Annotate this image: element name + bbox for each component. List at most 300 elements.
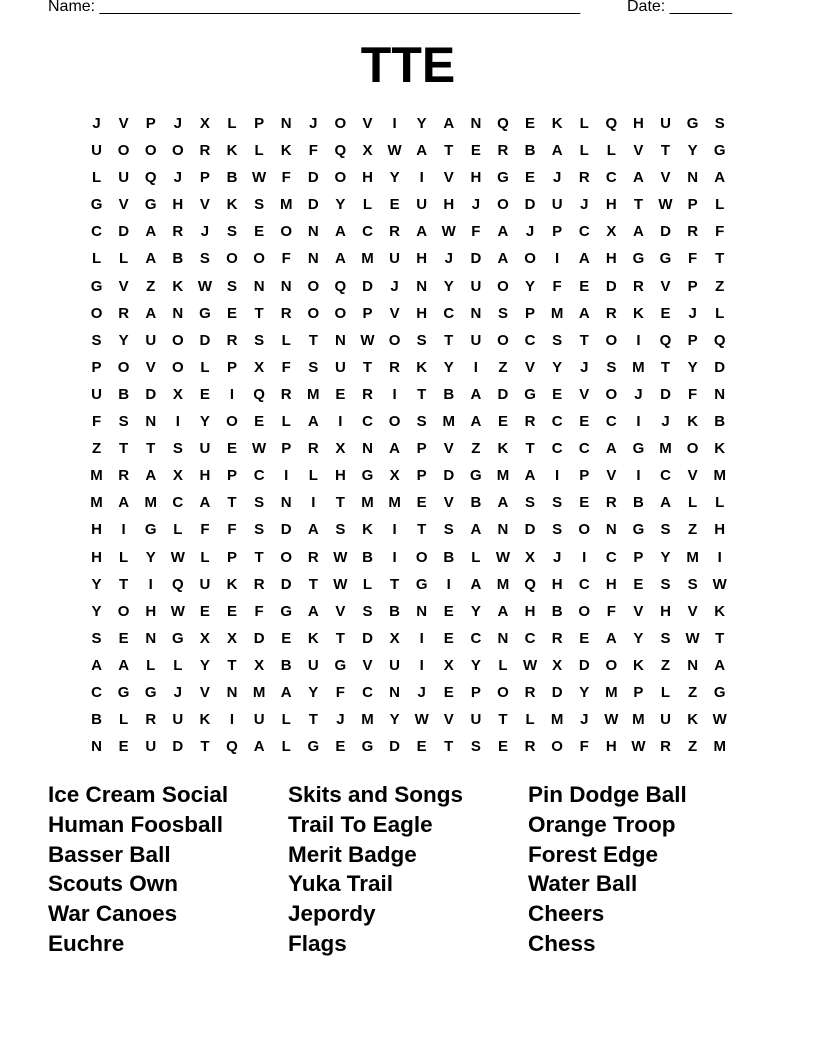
grid-letter: Z bbox=[91, 440, 102, 458]
grid-letter: A bbox=[91, 656, 102, 674]
grid-row bbox=[83, 140, 733, 167]
grid-letter: X bbox=[254, 358, 265, 376]
grid-letter: U bbox=[660, 115, 671, 132]
grid-letter: C bbox=[470, 629, 482, 647]
grid-letter: L bbox=[498, 656, 508, 674]
grid-letter: W bbox=[333, 548, 348, 566]
grid-letter: O bbox=[307, 277, 320, 295]
grid-letter: H bbox=[145, 602, 157, 620]
grid-letter: N bbox=[280, 494, 292, 512]
grid-letter: R bbox=[605, 494, 617, 512]
grid-letter: B bbox=[470, 494, 482, 512]
grid-letter: W bbox=[170, 602, 185, 620]
grid-letter: Y bbox=[118, 331, 129, 349]
grid-letter: Y bbox=[91, 575, 102, 593]
grid-row bbox=[83, 113, 733, 140]
grid-letter: S bbox=[552, 331, 563, 349]
grid-letter: V bbox=[633, 142, 644, 160]
grid-letter: A bbox=[470, 385, 482, 403]
grid-letter: R bbox=[633, 277, 644, 295]
grid-letter: U bbox=[416, 196, 428, 214]
grid-letter: L bbox=[146, 656, 156, 674]
grid-letter: T bbox=[200, 738, 210, 756]
word-list-item: Euchre bbox=[48, 930, 125, 956]
grid-letter: J bbox=[471, 196, 481, 214]
grid-letter: Q bbox=[524, 575, 536, 593]
grid-letter: V bbox=[443, 440, 454, 458]
grid-letter: A bbox=[497, 250, 509, 268]
word-list-item: Yuka Trail bbox=[288, 871, 394, 897]
grid-letter: U bbox=[172, 711, 184, 729]
grid-letter: D bbox=[280, 521, 292, 539]
grid-row bbox=[83, 709, 733, 736]
grid-letter: G bbox=[361, 738, 374, 756]
grid-letter: R bbox=[389, 223, 400, 241]
grid-letter: O bbox=[226, 250, 238, 268]
grid-letter: L bbox=[91, 250, 102, 268]
grid-letter: A bbox=[605, 440, 617, 458]
grid-letter: G bbox=[334, 656, 347, 674]
grid-letter: L bbox=[688, 494, 698, 512]
grid-letter: V bbox=[199, 196, 210, 214]
grid-letter: T bbox=[335, 494, 345, 512]
grid-letter: S bbox=[687, 575, 698, 593]
grid-letter: D bbox=[118, 223, 130, 241]
grid-letter: L bbox=[715, 304, 725, 322]
name-field-label: Name: ______________________________________________________ bbox=[48, 0, 581, 15]
grid-letter: O bbox=[334, 115, 347, 132]
grid-letter: M bbox=[496, 575, 510, 593]
grid-letter: O bbox=[307, 304, 320, 322]
grid-letter: N bbox=[497, 521, 509, 539]
grid-letter: M bbox=[496, 467, 510, 485]
grid-letter: K bbox=[633, 656, 644, 674]
grid-letter: X bbox=[389, 467, 400, 485]
grid-letter: S bbox=[308, 358, 319, 376]
grid-letter: G bbox=[171, 629, 184, 647]
grid-letter: E bbox=[497, 413, 508, 431]
grid-letter: C bbox=[443, 304, 455, 322]
grid-letter: R bbox=[524, 413, 536, 431]
grid-letter: S bbox=[416, 331, 427, 349]
grid-letter: Q bbox=[497, 115, 509, 132]
grid-letter: P bbox=[552, 223, 563, 241]
grid-letter: J bbox=[580, 196, 589, 214]
grid-letter: L bbox=[119, 548, 129, 566]
grid-letter: E bbox=[579, 494, 590, 512]
grid-letter: D bbox=[660, 223, 671, 241]
grid-letter: F bbox=[227, 521, 237, 539]
grid-letter: O bbox=[117, 358, 130, 376]
grid-letter: N bbox=[307, 223, 319, 241]
grid-letter: A bbox=[660, 494, 671, 512]
grid-row bbox=[83, 465, 733, 492]
grid-letter: L bbox=[173, 521, 183, 539]
grid-letter: F bbox=[606, 602, 616, 620]
grid-letter: V bbox=[199, 683, 210, 701]
grid-letter: F bbox=[281, 358, 291, 376]
grid-letter: E bbox=[579, 413, 590, 431]
grid-letter: J bbox=[552, 548, 562, 566]
grid-letter: A bbox=[470, 413, 482, 431]
grid-letter: U bbox=[470, 277, 482, 295]
grid-letter: J bbox=[200, 223, 210, 241]
grid-letter: N bbox=[253, 277, 265, 295]
grid-letter: R bbox=[280, 304, 292, 322]
grid-letter: K bbox=[226, 575, 238, 593]
grid-letter: Z bbox=[146, 277, 156, 295]
grid-letter: A bbox=[497, 602, 509, 620]
grid-letter: T bbox=[254, 304, 264, 322]
grid-letter: S bbox=[497, 304, 508, 322]
grid-letter: F bbox=[281, 250, 291, 268]
grid-letter: Z bbox=[715, 277, 725, 295]
grid-letter: R bbox=[172, 223, 184, 241]
grid-letter: C bbox=[605, 169, 617, 187]
grid-letter: S bbox=[552, 521, 563, 539]
grid-row bbox=[83, 221, 733, 248]
grid-letter: A bbox=[307, 602, 319, 620]
grid-letter: P bbox=[227, 358, 238, 376]
grid-letter: A bbox=[605, 629, 617, 647]
grid-letter: H bbox=[91, 548, 102, 566]
grid-letter: N bbox=[362, 440, 373, 458]
grid-letter: V bbox=[118, 277, 129, 295]
grid-letter: T bbox=[119, 440, 129, 458]
grid-letter: T bbox=[308, 331, 318, 349]
grid-letter: S bbox=[714, 115, 725, 132]
grid-letter: F bbox=[335, 683, 345, 701]
grid-letter: C bbox=[605, 413, 617, 431]
grid-letter: F bbox=[688, 250, 698, 268]
grid-letter: H bbox=[605, 250, 617, 268]
grid-letter: D bbox=[145, 385, 157, 403]
grid-letter: O bbox=[117, 602, 130, 620]
grid-letter: N bbox=[145, 629, 157, 647]
grid-letter: V bbox=[525, 358, 536, 376]
grid-letter: Q bbox=[334, 142, 347, 160]
grid-letter: H bbox=[605, 196, 617, 214]
grid-letter: P bbox=[416, 467, 427, 485]
grid-letter: I bbox=[229, 385, 235, 403]
grid-letter: P bbox=[199, 169, 210, 187]
grid-letter: O bbox=[280, 223, 293, 241]
grid-letter: E bbox=[118, 738, 129, 756]
grid-letter: U bbox=[660, 711, 671, 729]
grid-letter: D bbox=[714, 358, 726, 376]
grid-letter: O bbox=[334, 304, 347, 322]
grid-letter: W bbox=[252, 169, 267, 187]
grid-letter: P bbox=[362, 304, 373, 322]
grid-letter: A bbox=[578, 250, 590, 268]
grid-letter: M bbox=[90, 467, 103, 485]
grid-letter: I bbox=[311, 494, 316, 512]
grid-letter: V bbox=[687, 467, 698, 485]
grid-letter: M bbox=[388, 494, 401, 512]
grid-letter: L bbox=[200, 358, 210, 376]
grid-letter: Y bbox=[443, 277, 454, 295]
grid-letter: N bbox=[307, 250, 319, 268]
grid-letter: I bbox=[148, 575, 153, 593]
grid-letter: N bbox=[714, 385, 726, 403]
grid-letter: L bbox=[715, 196, 725, 214]
grid-letter: Y bbox=[660, 548, 671, 566]
grid-letter: V bbox=[443, 169, 454, 187]
grid-letter: C bbox=[91, 683, 102, 701]
grid-letter: P bbox=[470, 683, 481, 701]
grid-letter: E bbox=[227, 602, 238, 620]
grid-letter: N bbox=[334, 331, 346, 349]
grid-letter: Z bbox=[688, 521, 698, 539]
grid-letter: P bbox=[525, 304, 536, 322]
grid-letter: J bbox=[173, 115, 182, 132]
word-search-grid bbox=[83, 113, 733, 763]
grid-letter: V bbox=[118, 115, 129, 132]
grid-letter: W bbox=[685, 629, 700, 647]
grid-letter: U bbox=[253, 711, 265, 729]
grid-letter: E bbox=[443, 683, 454, 701]
grid-letter: B bbox=[633, 494, 644, 512]
grid-letter: R bbox=[578, 169, 590, 187]
grid-letter: U bbox=[199, 440, 211, 458]
grid-letter: I bbox=[636, 413, 641, 431]
grid-letter: A bbox=[470, 575, 482, 593]
grid-letter: W bbox=[495, 548, 511, 566]
grid-letter: G bbox=[686, 115, 699, 132]
grid-letter: M bbox=[605, 683, 618, 701]
grid-letter: R bbox=[226, 331, 238, 349]
grid-letter: J bbox=[390, 277, 399, 295]
grid-letter: V bbox=[660, 277, 671, 295]
grid-letter: V bbox=[660, 169, 671, 187]
grid-letter: K bbox=[687, 413, 699, 431]
grid-letter: T bbox=[389, 575, 400, 593]
grid-letter: D bbox=[280, 575, 292, 593]
grid-row bbox=[83, 357, 733, 384]
grid-letter: M bbox=[550, 304, 564, 322]
grid-row bbox=[83, 411, 733, 438]
grid-letter: X bbox=[606, 223, 617, 241]
grid-letter: K bbox=[172, 277, 184, 295]
grid-letter: E bbox=[416, 494, 427, 512]
grid-letter: G bbox=[90, 196, 103, 214]
grid-letter: C bbox=[578, 440, 590, 458]
grid-letter: C bbox=[172, 494, 184, 512]
grid-letter: H bbox=[362, 169, 373, 187]
grid-letter: J bbox=[580, 358, 589, 376]
grid-letter: S bbox=[91, 629, 102, 647]
grid-letter: I bbox=[392, 548, 397, 566]
grid-letter: M bbox=[713, 738, 726, 756]
grid-letter: G bbox=[90, 277, 103, 295]
grid-letter: D bbox=[307, 169, 319, 187]
grid-letter: L bbox=[200, 548, 210, 566]
word-list-item: Human Foosball bbox=[48, 811, 224, 837]
grid-letter: J bbox=[92, 115, 101, 132]
grid-letter: V bbox=[687, 602, 698, 620]
grid-letter: S bbox=[660, 575, 671, 593]
grid-letter: B bbox=[443, 385, 455, 403]
grid-letter: Q bbox=[605, 115, 618, 132]
grid-letter: H bbox=[416, 250, 428, 268]
grid-letter: V bbox=[443, 711, 454, 729]
grid-letter: W bbox=[604, 711, 619, 729]
grid-letter: N bbox=[687, 169, 699, 187]
grid-letter: I bbox=[392, 115, 397, 132]
grid-letter: Z bbox=[498, 358, 508, 376]
grid-letter: G bbox=[144, 683, 157, 701]
grid-letter: M bbox=[442, 413, 456, 431]
grid-letter: O bbox=[578, 602, 591, 620]
grid-letter: A bbox=[416, 142, 428, 160]
grid-row bbox=[83, 574, 733, 601]
grid-letter: G bbox=[117, 683, 130, 701]
grid-letter: T bbox=[308, 575, 318, 593]
grid-letter: Q bbox=[334, 277, 347, 295]
grid-letter: T bbox=[227, 494, 237, 512]
grid-letter: A bbox=[578, 304, 590, 322]
grid-letter: F bbox=[254, 602, 264, 620]
grid-letter: K bbox=[362, 521, 373, 539]
grid-letter: H bbox=[633, 115, 644, 132]
grid-letter: O bbox=[497, 277, 509, 295]
grid-letter: P bbox=[579, 467, 590, 485]
grid-letter: P bbox=[687, 331, 698, 349]
grid-letter: I bbox=[175, 413, 180, 431]
grid-row bbox=[83, 492, 733, 519]
grid-letter: E bbox=[443, 629, 454, 647]
grid-letter: C bbox=[578, 223, 590, 241]
grid-letter: R bbox=[687, 223, 699, 241]
grid-letter: C bbox=[362, 223, 373, 241]
grid-letter: F bbox=[688, 385, 698, 403]
grid-letter: L bbox=[119, 711, 129, 729]
grid-letter: T bbox=[335, 629, 345, 647]
grid-letter: I bbox=[636, 331, 641, 349]
grid-letter: W bbox=[333, 575, 348, 593]
grid-letter: N bbox=[145, 413, 157, 431]
grid-letter: G bbox=[497, 169, 509, 187]
grid-letter: S bbox=[254, 331, 265, 349]
grid-letter: K bbox=[633, 304, 644, 322]
grid-letter: L bbox=[362, 196, 373, 214]
grid-letter: A bbox=[145, 467, 157, 485]
grid-letter: M bbox=[90, 494, 103, 512]
grid-letter: F bbox=[281, 169, 291, 187]
word-list-item: War Canoes bbox=[48, 901, 178, 927]
grid-letter: E bbox=[552, 385, 563, 403]
word-list-item: Scouts Own bbox=[48, 871, 179, 897]
grid-letter: G bbox=[307, 738, 320, 756]
grid-row bbox=[83, 736, 733, 763]
grid-letter: T bbox=[715, 629, 725, 647]
grid-letter: U bbox=[91, 142, 102, 160]
date-field-label: Date: _______ bbox=[627, 0, 732, 15]
grid-letter: Y bbox=[579, 683, 590, 701]
grid-letter: G bbox=[280, 602, 293, 620]
grid-letter: O bbox=[686, 440, 699, 458]
grid-letter: N bbox=[416, 277, 428, 295]
grid-letter: J bbox=[444, 250, 453, 268]
grid-letter: O bbox=[117, 142, 130, 160]
grid-letter: C bbox=[362, 683, 373, 701]
grid-letter: R bbox=[199, 142, 211, 160]
grid-letter: L bbox=[525, 711, 535, 729]
grid-letter: T bbox=[119, 575, 129, 593]
grid-letter: O bbox=[605, 331, 618, 349]
grid-letter: J bbox=[173, 169, 182, 187]
grid-letter: E bbox=[199, 602, 210, 620]
grid-letter: J bbox=[634, 385, 643, 403]
grid-row bbox=[83, 655, 733, 682]
grid-letter: I bbox=[555, 250, 560, 268]
grid-letter: W bbox=[252, 440, 267, 458]
grid-letter: I bbox=[636, 467, 641, 485]
grid-letter: N bbox=[470, 304, 482, 322]
grid-letter: E bbox=[525, 169, 536, 187]
grid-letter: Y bbox=[525, 277, 536, 295]
grid-letter: X bbox=[525, 548, 536, 566]
grid-letter: L bbox=[91, 169, 102, 187]
grid-letter: I bbox=[338, 413, 343, 431]
grid-letter: N bbox=[497, 629, 509, 647]
grid-letter: L bbox=[715, 494, 725, 512]
grid-letter: I bbox=[121, 521, 126, 539]
grid-letter: E bbox=[443, 602, 454, 620]
grid-letter: N bbox=[605, 521, 617, 539]
grid-letter: O bbox=[253, 250, 265, 268]
grid-letter: M bbox=[686, 548, 699, 566]
grid-letter: L bbox=[173, 656, 183, 674]
grid-letter: M bbox=[713, 467, 726, 485]
grid-letter: S bbox=[443, 521, 454, 539]
grid-letter: S bbox=[254, 196, 265, 214]
grid-letter: I bbox=[392, 385, 397, 403]
grid-letter: P bbox=[227, 548, 238, 566]
grid-letter: U bbox=[199, 575, 211, 593]
grid-letter: O bbox=[551, 738, 563, 756]
grid-letter: N bbox=[687, 656, 699, 674]
grid-letter: A bbox=[714, 169, 726, 187]
word-list-item: Ice Cream Social bbox=[48, 782, 229, 807]
grid-letter: Y bbox=[199, 413, 210, 431]
grid-letter: K bbox=[714, 602, 726, 620]
grid-letter: Y bbox=[416, 115, 427, 132]
grid-letter: R bbox=[551, 629, 563, 647]
grid-row bbox=[83, 682, 733, 709]
grid-letter: P bbox=[227, 467, 238, 485]
grid-letter: U bbox=[91, 385, 102, 403]
grid-letter: S bbox=[470, 738, 481, 756]
grid-letter: D bbox=[605, 277, 617, 295]
grid-letter: S bbox=[660, 521, 671, 539]
grid-letter: S bbox=[172, 440, 183, 458]
grid-letter: J bbox=[525, 223, 535, 241]
grid-letter: B bbox=[389, 602, 400, 620]
grid-letter: A bbox=[497, 223, 509, 241]
grid-letter: N bbox=[280, 115, 292, 132]
grid-letter: O bbox=[605, 656, 618, 674]
grid-letter: T bbox=[417, 385, 427, 403]
grid-letter: E bbox=[579, 277, 590, 295]
grid-letter: S bbox=[335, 521, 346, 539]
grid-letter: B bbox=[524, 142, 536, 160]
grid-letter: F bbox=[308, 142, 318, 160]
grid-letter: D bbox=[389, 738, 400, 756]
grid-letter: D bbox=[470, 250, 482, 268]
grid-letter: G bbox=[524, 385, 536, 403]
grid-letter: V bbox=[443, 494, 454, 512]
